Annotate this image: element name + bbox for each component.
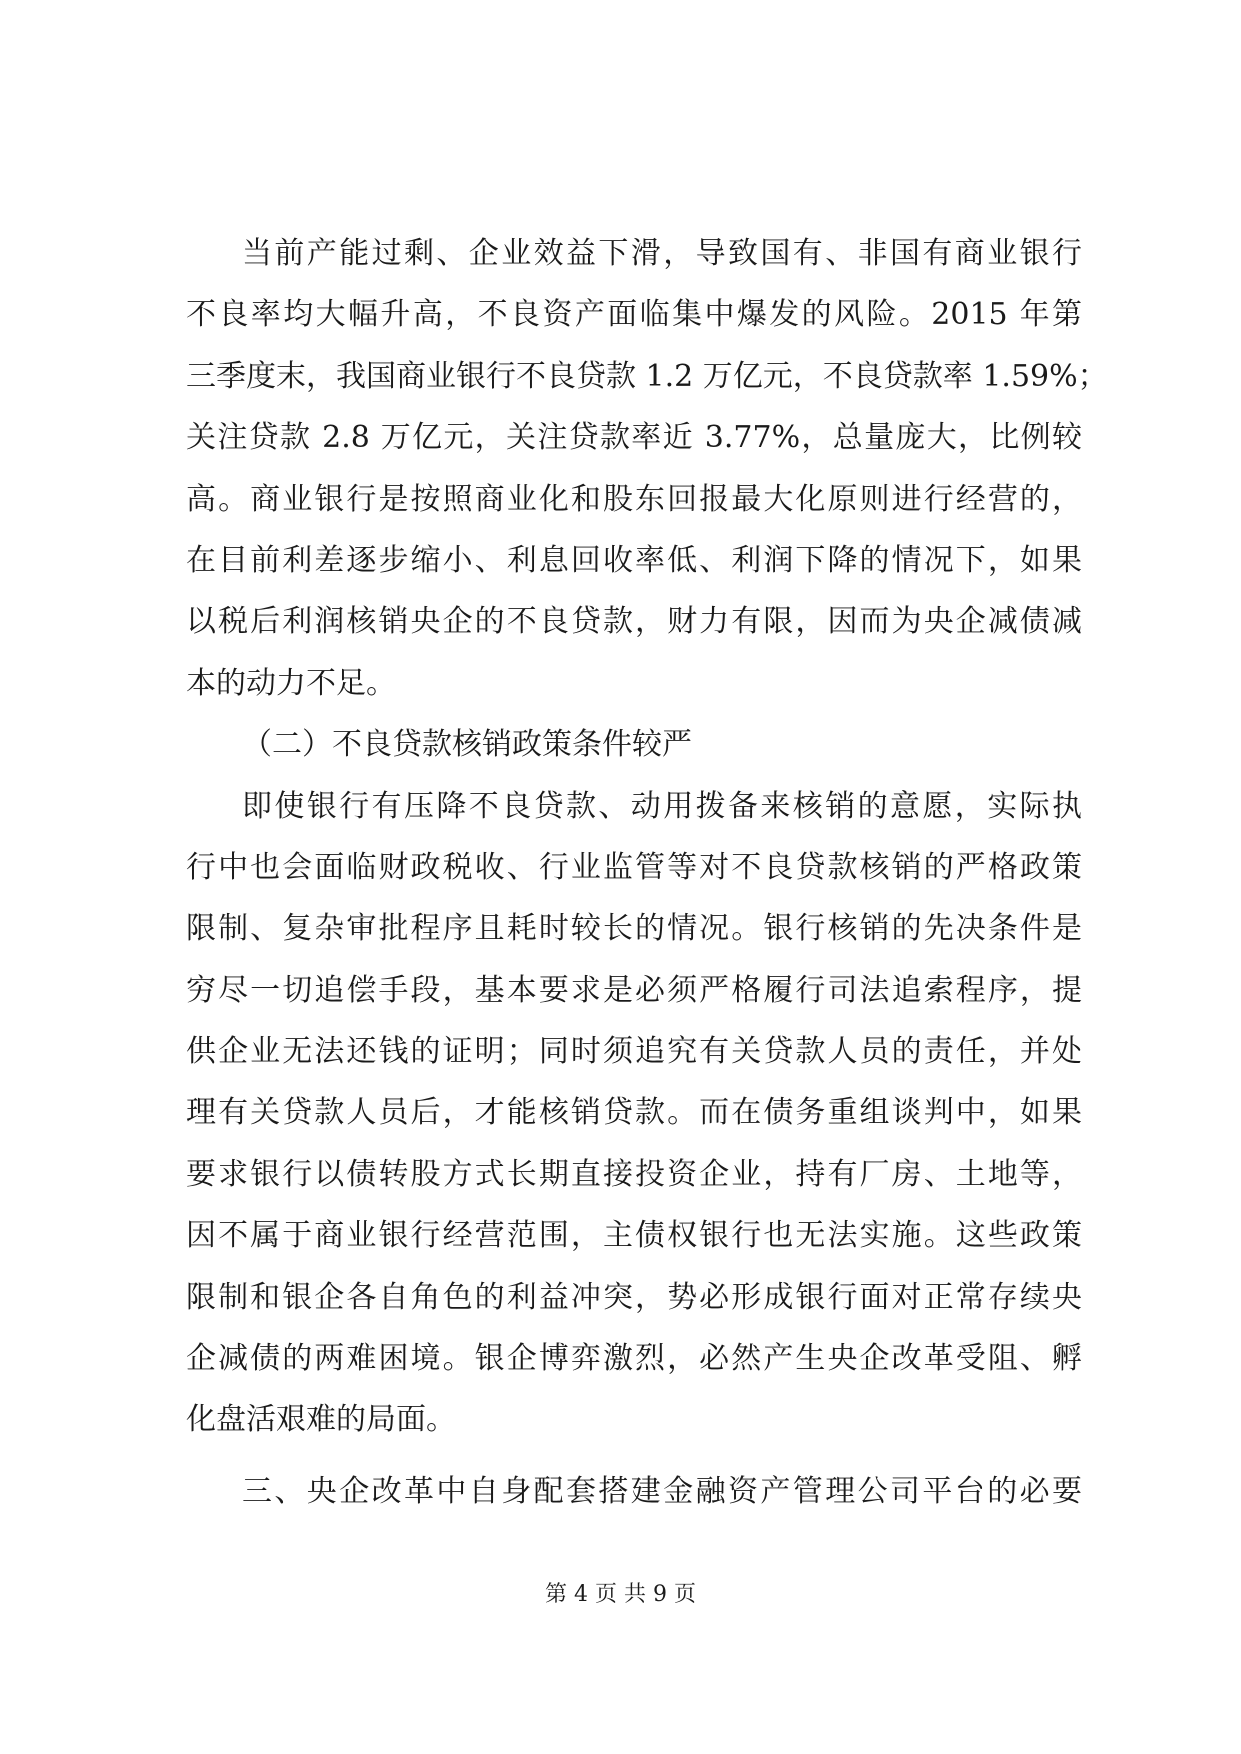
- paragraph-line: 当前产能过剩、企业效益下滑，导致国有、非国有商业银行: [242, 236, 1082, 271]
- paragraph-line: 以税后利润核销央企的不良贷款，财力有限，因而为央企减债减: [186, 604, 1082, 640]
- paragraph-line: 即使银行有压降不良贷款、动用拨备来核销的意愿，实际执: [242, 788, 1082, 824]
- paragraph-line: 理有关贷款人员后，才能核销贷款。而在债务重组谈判中，如果: [186, 1095, 1082, 1131]
- paragraph-line: 要求银行以债转股方式长期直接投资企业，持有厂房、土地等，: [186, 1156, 1082, 1192]
- paragraph-line: 穷尽一切追偿手段，基本要求是必须严格履行司法追索程序，提: [186, 972, 1082, 1008]
- body-text: [186, 232, 1108, 1531]
- paragraph-line: 供企业无法还钱的证明；同时须追究有关贷款人员的责任，并处: [186, 1034, 1082, 1070]
- paragraph-line: 高。商业银行是按照商业化和股东回报最大化原则进行经营的，: [186, 481, 1082, 517]
- paragraph-line: 企减债的两难困境。银企博弈激烈，必然产生央企改革受阻、孵: [186, 1341, 1082, 1377]
- paragraph-line: 限制、复杂审批程序且耗时较长的情况。银行核销的先决条件是: [186, 911, 1082, 947]
- paragraph-line: 因不属于商业银行经营范围，主债权银行也无法实施。这些政策: [186, 1218, 1082, 1254]
- section-subheading: （二）不良贷款核销政策条件较严: [242, 727, 692, 763]
- page-number: 第 4 页 共 9 页: [545, 1582, 696, 1607]
- paragraph-line: 化盘活艰难的局面。: [186, 1402, 456, 1438]
- paragraph-line: 不良率均大幅升高，不良资产面临集中爆发的风险。2015 年第: [186, 297, 1082, 333]
- paragraph-line: 行中也会面临财政税收、行业监管等对不良贷款核销的严格政策: [186, 849, 1082, 885]
- paragraph-line: 三季度末，我国商业银行不良贷款 1.2 万亿元，不良贷款率 1.59%；: [186, 358, 1108, 394]
- paragraph-line: 本的动力不足。: [186, 665, 396, 701]
- paragraph-line: 关注贷款 2.8 万亿元，关注贷款率近 3.77%，总量庞大，比例较: [186, 420, 1082, 456]
- paragraph-line: 在目前利差逐步缩小、利息回收率低、利润下降的情况下，如果: [186, 542, 1082, 578]
- paragraph-line: 限制和银企各自角色的利益冲突，势必形成银行面对正常存续央: [186, 1279, 1082, 1315]
- section-heading: 三、央企改革中自身配套搭建金融资产管理公司平台的必要: [242, 1473, 1082, 1509]
